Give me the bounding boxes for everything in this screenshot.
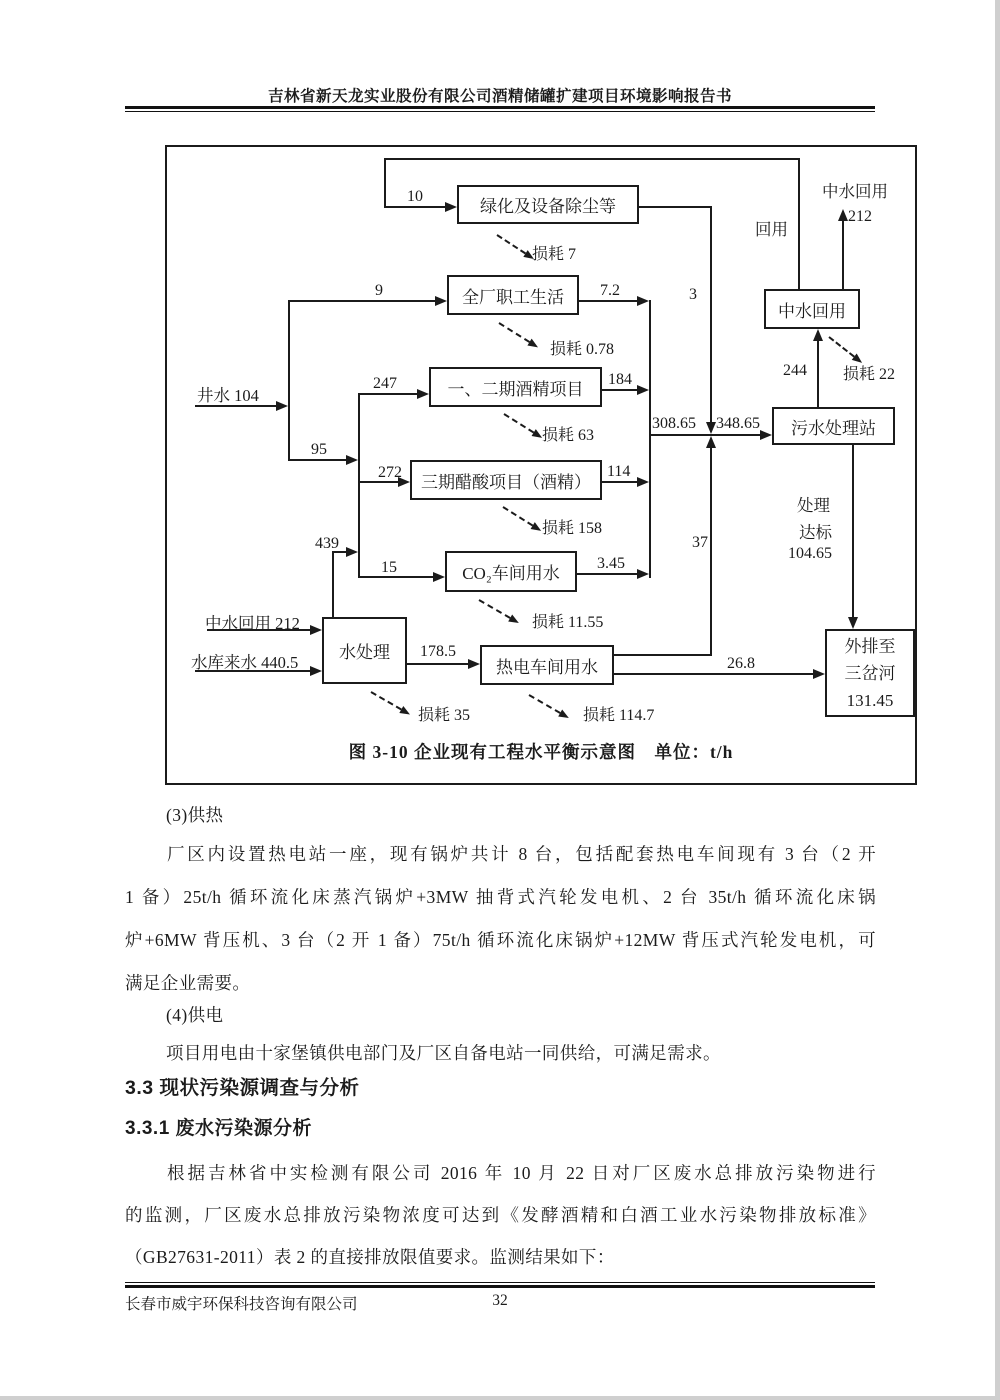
flow-value-244: 244: [783, 362, 807, 379]
loss-label-phase3: 损耗 158: [542, 520, 603, 537]
flow-line: [332, 551, 334, 617]
flow-value-104-65: 104.65: [788, 545, 832, 562]
flow-arrowhead: [310, 666, 322, 676]
flow-line: [579, 300, 638, 302]
flow-line: [358, 393, 418, 395]
flow-line: [407, 663, 469, 665]
flow-value-272: 272: [378, 464, 402, 481]
paragraph-wastewater: [125, 1152, 876, 1278]
footer-rule-thick: [125, 1285, 875, 1288]
flow-arrowhead: [848, 617, 858, 629]
flow-line: [602, 481, 638, 483]
section-3-heading: (3)供热: [166, 805, 224, 825]
paragraph-line: 的监测，厂区废水总排放污染物浓度可达到《发酵酒精和白酒工业水污染物排放标准》: [125, 1205, 876, 1225]
paragraph-line: 炉+6MW 背压机、3 台（2 开 1 备）75t/h 循环流化床锅炉+12MW 背压式汽轮发电机，可: [125, 930, 876, 950]
flow-arrowhead: [433, 572, 445, 582]
paragraph-line: 根据吉林省中实检测有限公司 2016 年 10 月 22 日对厂区废水总排放污染物进行: [167, 1163, 876, 1183]
flow-line: [577, 573, 638, 575]
box-water-treatment: [322, 617, 407, 684]
box-co2-label: CO₂车间用水: [462, 564, 560, 583]
paragraph-heating: [125, 833, 876, 1005]
box-phase3-acetic: [410, 460, 602, 500]
figure-caption: 图 3-10 企业现有工程水平衡示意图 单位：t/h: [348, 742, 734, 762]
flow-line: [710, 206, 712, 422]
loss-arrow-phase12: [501, 409, 546, 443]
flow-value-15: 15: [381, 559, 397, 576]
flow-arrowhead: [813, 669, 825, 679]
section-4-heading: (4)供电: [166, 1005, 224, 1025]
box-phase12-alcohol: [429, 367, 602, 407]
flow-line: [649, 300, 651, 578]
loss-arrow-phase3: [500, 502, 545, 536]
flow-value-114: 114: [607, 463, 631, 480]
paragraph-line: 满足企业需要。: [125, 973, 251, 993]
flow-line: [710, 447, 712, 656]
paragraph-line: 1 备）25t/h 循环流化床蒸汽锅炉+3MW 抽背式汽轮发电机、2 台 35t/h 循环流化床锅: [125, 887, 876, 907]
flow-arrowhead: [346, 455, 358, 465]
flow-value-184: 184: [608, 371, 632, 388]
discharge-value: 131.45: [846, 690, 894, 710]
reservoir-in-label: 水库来水 440.5: [191, 653, 299, 672]
flow-value-439: 439: [315, 535, 339, 552]
flow-line: [384, 158, 386, 208]
flow-value-95: 95: [311, 441, 327, 458]
flow-arrowhead: [838, 209, 848, 221]
loss-label-thermal: 损耗 114.7: [583, 707, 655, 724]
flow-line: [649, 434, 761, 436]
box-greening: [457, 185, 639, 224]
flow-line: [384, 158, 800, 160]
flow-value-247: 247: [373, 375, 397, 392]
loss-label-reuse: 损耗 22: [843, 366, 896, 383]
box-sewage-label: 污水处理站: [791, 418, 876, 438]
flow-line: [288, 300, 290, 461]
reuse-line-label: 回用: [755, 220, 788, 239]
flow-arrowhead: [468, 659, 480, 669]
flow-line: [639, 206, 710, 208]
flow-value-3-45: 3.45: [597, 555, 625, 572]
flow-arrowhead: [637, 477, 649, 487]
flow-line: [852, 445, 854, 619]
loss-label-water-treatment: 损耗 35: [418, 707, 471, 724]
flow-arrowhead: [813, 329, 823, 341]
paragraph-power: 项目用电由十家堡镇供电部门及厂区自备电站一同供给，可满足需求。: [166, 1043, 721, 1063]
flow-line: [602, 389, 638, 391]
flow-arrowhead: [637, 296, 649, 306]
treated-label-1: 处理: [797, 496, 830, 515]
scan-edge-bottom: [0, 1396, 1000, 1400]
header-rule-thick: [125, 106, 875, 109]
flow-line: [817, 339, 819, 407]
box-greening-label: 绿化及设备除尘等: [480, 197, 616, 216]
loss-label-greening: 损耗 7: [532, 246, 577, 263]
reuse-out-title: 中水回用: [822, 182, 888, 201]
flow-value-308-65: 308.65: [652, 415, 696, 432]
header-rule-thin: [125, 111, 875, 112]
flow-arrowhead: [760, 430, 772, 440]
flow-arrowhead: [637, 385, 649, 395]
loss-arrow-thermal: [526, 690, 572, 723]
flow-value-3: 3: [689, 286, 697, 303]
box-phase12-label: 一、二期酒精项目: [447, 379, 584, 399]
box-reclaimed-water: [764, 289, 860, 329]
scan-edge-right: [995, 0, 1000, 1400]
loss-arrow-co2: [476, 595, 522, 628]
flow-value-212: 212: [848, 208, 872, 225]
box-phase3-label: 三期醋酸项目（酒精）: [421, 472, 591, 492]
flow-arrowhead: [637, 569, 649, 579]
flow-value-348-65: 348.65: [716, 415, 760, 432]
flow-value-7-2: 7.2: [600, 282, 620, 299]
reuse-in-label: 中水回用 212: [205, 614, 300, 633]
flow-arrowhead: [310, 625, 322, 635]
box-co2-workshop: [445, 551, 577, 592]
loss-label-phase12: 损耗 63: [542, 427, 595, 444]
box-thermal-label: 热电车间用水: [496, 657, 598, 677]
flow-arrowhead: [445, 202, 457, 212]
loss-label-staff: 损耗 0.78: [550, 341, 615, 358]
box-staff-label: 全厂职工生活: [462, 287, 564, 307]
paragraph-line: 厂区内设置热电站一座，现有锅炉共计 8 台，包括配套热电车间现有 3 台（2 开: [167, 844, 876, 864]
report-header-title: 吉林省新天龙实业股份有限公司酒精储罐扩建项目环境影响报告书: [267, 88, 732, 105]
flow-line: [384, 206, 446, 208]
treated-label-2: 达标: [799, 523, 832, 542]
footer-rule-thin: [125, 1282, 875, 1283]
flow-arrowhead: [417, 389, 429, 399]
box-water-treatment-label: 水处理: [339, 643, 390, 662]
box-thermal-workshop: [480, 645, 614, 685]
flow-line: [614, 654, 712, 656]
discharge-line1: 外排至: [844, 636, 896, 656]
well-water-label: 井水 104: [197, 386, 259, 405]
box-discharge-river: [825, 629, 915, 717]
loss-arrow-water-treatment: [368, 687, 413, 720]
flow-arrowhead: [706, 422, 716, 434]
flow-value-10: 10: [407, 188, 423, 205]
flow-arrowhead: [346, 547, 358, 557]
box-reclaimed-label: 中水回用: [778, 301, 846, 321]
heading-3-3-1: 3.3.1 废水污染源分析: [125, 1118, 313, 1139]
flow-line: [842, 219, 844, 289]
flow-arrowhead: [276, 401, 288, 411]
flow-line: [358, 393, 360, 578]
box-sewage-station: [772, 407, 895, 445]
water-balance-diagram: [165, 145, 917, 785]
footer-company: 长春市威宇环保科技咨询有限公司: [125, 1296, 358, 1313]
discharge-line2: 三岔河: [844, 663, 896, 683]
flow-line: [288, 459, 347, 461]
box-staff-life: [447, 275, 579, 315]
loss-label-co2: 损耗 11.55: [532, 614, 604, 631]
flow-line: [798, 158, 800, 289]
flow-value-9: 9: [375, 282, 383, 299]
flow-value-178-5: 178.5: [420, 643, 456, 660]
flow-value-26-8: 26.8: [727, 655, 755, 672]
flow-line: [614, 673, 814, 675]
flow-arrowhead: [435, 296, 447, 306]
loss-arrow-greening: [494, 230, 537, 264]
paragraph-line: （GB27631-2011）表 2 的直接排放限值要求。监测结果如下：: [125, 1247, 615, 1267]
flow-value-37: 37: [692, 534, 708, 551]
flow-arrowhead: [706, 436, 716, 448]
loss-arrow-staff: [496, 318, 541, 353]
flow-line: [288, 300, 436, 302]
footer-page-number: 32: [492, 1292, 508, 1309]
heading-3-3: 3.3 现状污染源调查与分析: [125, 1077, 360, 1099]
